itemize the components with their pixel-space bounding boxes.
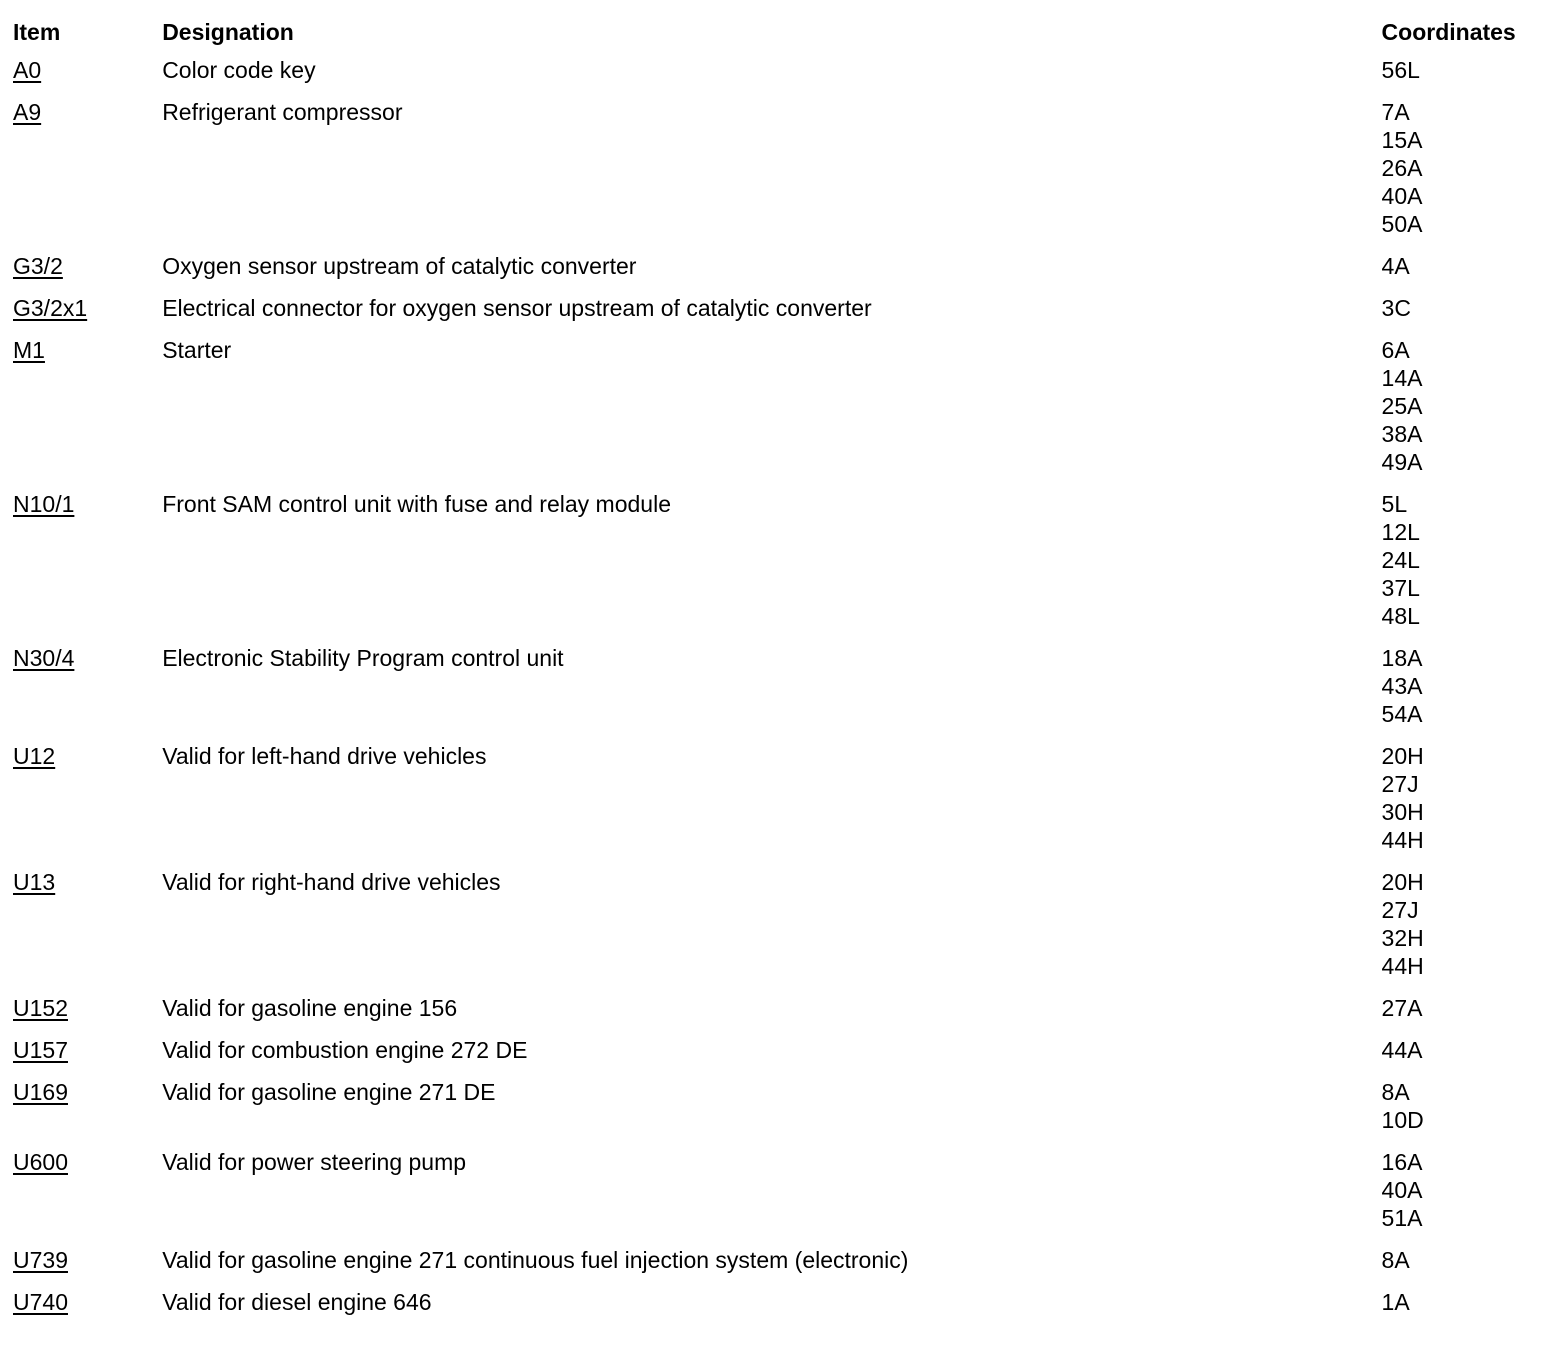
- coordinate-value: 37L: [1381, 575, 1420, 601]
- item-cell: [0, 336, 162, 490]
- item-column-header: Item: [13, 19, 61, 45]
- coordinate-value: 44A: [1381, 1037, 1423, 1063]
- item-link[interactable]: U739: [13, 1247, 68, 1273]
- designation-cell: Refrigerant compressor: [162, 99, 403, 125]
- table-header: [0, 14, 1568, 56]
- coordinates-cell: [1382, 56, 1568, 98]
- designation-cell: Valid for gasoline engine 156: [162, 995, 458, 1021]
- designation-column-header: Designation: [162, 19, 294, 45]
- item-cell: [0, 1288, 162, 1330]
- table-row: [0, 98, 1568, 252]
- coordinate-value: 5L: [1381, 491, 1408, 517]
- coordinate-value: 24L: [1381, 547, 1420, 573]
- coordinate-value: 20H: [1381, 743, 1424, 769]
- legend-table: [0, 14, 1568, 1330]
- item-link[interactable]: U157: [13, 1037, 68, 1063]
- item-cell: [0, 1148, 162, 1246]
- coordinate-value: 40A: [1381, 1177, 1423, 1203]
- table-row: [0, 252, 1568, 294]
- table-row: [0, 742, 1568, 868]
- coordinates-cell: [1382, 742, 1568, 868]
- item-link[interactable]: U152: [13, 995, 68, 1021]
- designation-cell: Starter: [162, 337, 232, 363]
- coordinate-value: 51A: [1381, 1205, 1423, 1231]
- coordinates-cell: [1382, 98, 1568, 252]
- item-cell: [0, 1078, 162, 1148]
- coordinates-cell: [1382, 644, 1568, 742]
- item-cell: [0, 252, 162, 294]
- table-row: [0, 294, 1568, 336]
- coordinate-value: 48L: [1381, 603, 1420, 629]
- table-row: [0, 644, 1568, 742]
- item-cell: [0, 98, 162, 252]
- item-link[interactable]: U740: [13, 1289, 68, 1315]
- coordinate-value: 44H: [1381, 953, 1424, 979]
- coordinate-value: 54A: [1381, 701, 1423, 727]
- item-cell: [0, 868, 162, 994]
- coordinates-cell: [1382, 1078, 1568, 1148]
- item-cell: [0, 644, 162, 742]
- item-link[interactable]: M1: [13, 337, 45, 363]
- coordinate-value: 1A: [1381, 1289, 1410, 1315]
- table-row: [0, 336, 1568, 490]
- table-row: [0, 490, 1568, 644]
- designation-cell: Valid for gasoline engine 271 continuous fuel injection system (electronic): [162, 1247, 909, 1273]
- coordinates-column-header: Coordinates: [1381, 19, 1516, 45]
- designation-cell: Color code key: [162, 57, 316, 83]
- designation-cell: Valid for gasoline engine 271 DE: [162, 1079, 496, 1105]
- table-row: [0, 994, 1568, 1036]
- coordinates-cell: [1382, 1036, 1568, 1078]
- table-row: [0, 1246, 1568, 1288]
- designation-cell: Oxygen sensor upstream of catalytic converter: [162, 253, 637, 279]
- coordinate-value: 27J: [1381, 897, 1419, 923]
- coordinate-value: 27A: [1381, 995, 1423, 1021]
- table-row: [0, 1078, 1568, 1148]
- item-link[interactable]: N10/1: [13, 491, 75, 517]
- table-row: [0, 1288, 1568, 1330]
- table-row: [0, 1148, 1568, 1246]
- table-row: [0, 56, 1568, 98]
- coordinates-cell: [1382, 1246, 1568, 1288]
- item-cell: [0, 1036, 162, 1078]
- coordinate-value: 43A: [1381, 673, 1423, 699]
- coordinate-value: 25A: [1381, 393, 1423, 419]
- coordinate-value: 7A: [1381, 99, 1410, 125]
- coordinate-value: 12L: [1381, 519, 1420, 545]
- designation-cell: Electronic Stability Program control unit: [162, 645, 564, 671]
- coordinates-cell: [1382, 1148, 1568, 1246]
- coordinate-value: 26A: [1381, 155, 1423, 181]
- item-link[interactable]: U600: [13, 1149, 68, 1175]
- designation-cell: Valid for left-hand drive vehicles: [162, 743, 487, 769]
- coordinates-cell: [1382, 490, 1568, 644]
- table-body: [0, 56, 1568, 1330]
- coordinates-cell: [1382, 294, 1568, 336]
- coordinate-value: 18A: [1381, 645, 1423, 671]
- coordinates-cell: [1382, 868, 1568, 994]
- coordinate-value: 8A: [1381, 1247, 1410, 1273]
- item-cell: [0, 742, 162, 868]
- coordinate-value: 15A: [1381, 127, 1423, 153]
- coordinate-value: 10D: [1381, 1107, 1424, 1133]
- table-row: [0, 1036, 1568, 1078]
- coordinate-value: 50A: [1381, 211, 1423, 237]
- item-link[interactable]: U169: [13, 1079, 68, 1105]
- designation-cell: Valid for diesel engine 646: [162, 1289, 432, 1315]
- coordinate-value: 32H: [1381, 925, 1424, 951]
- item-cell: [0, 994, 162, 1036]
- coordinate-value: 56L: [1381, 57, 1420, 83]
- designation-cell: Valid for right-hand drive vehicles: [162, 869, 501, 895]
- item-link[interactable]: U13: [13, 869, 56, 895]
- item-cell: [0, 1246, 162, 1288]
- coordinate-value: 40A: [1381, 183, 1423, 209]
- coordinates-cell: [1382, 1288, 1568, 1330]
- coordinate-value: 16A: [1381, 1149, 1423, 1175]
- item-link[interactable]: U12: [13, 743, 56, 769]
- coordinate-value: 6A: [1381, 337, 1410, 363]
- designation-cell: Front SAM control unit with fuse and relay module: [162, 491, 671, 517]
- designation-cell: Valid for power steering pump: [162, 1149, 467, 1175]
- coordinate-value: 4A: [1381, 253, 1410, 279]
- item-link[interactable]: A0: [13, 57, 42, 83]
- coordinate-value: 8A: [1381, 1079, 1410, 1105]
- coordinates-cell: [1382, 336, 1568, 490]
- designation-cell: Valid for combustion engine 272 DE: [162, 1037, 528, 1063]
- header-row: [0, 14, 1568, 56]
- item-link[interactable]: A9: [13, 99, 42, 125]
- designation-cell: Electrical connector for oxygen sensor upstream of catalytic converter: [162, 295, 872, 321]
- coordinate-value: 49A: [1381, 449, 1423, 475]
- coordinates-cell: [1382, 252, 1568, 294]
- coordinate-value: 30H: [1381, 799, 1424, 825]
- coordinate-value: 14A: [1381, 365, 1423, 391]
- item-cell: [0, 294, 162, 336]
- item-link[interactable]: G3/2x1: [13, 295, 88, 321]
- item-cell: [0, 490, 162, 644]
- coordinates-cell: [1382, 994, 1568, 1036]
- item-cell: [0, 56, 162, 98]
- coordinate-value: 44H: [1381, 827, 1424, 853]
- table-row: [0, 868, 1568, 994]
- coordinate-value: 27J: [1381, 771, 1419, 797]
- coordinate-value: 20H: [1381, 869, 1424, 895]
- item-link[interactable]: G3/2: [13, 253, 63, 279]
- coordinate-value: 3C: [1381, 295, 1411, 321]
- coordinate-value: 38A: [1381, 421, 1423, 447]
- item-link[interactable]: N30/4: [13, 645, 75, 671]
